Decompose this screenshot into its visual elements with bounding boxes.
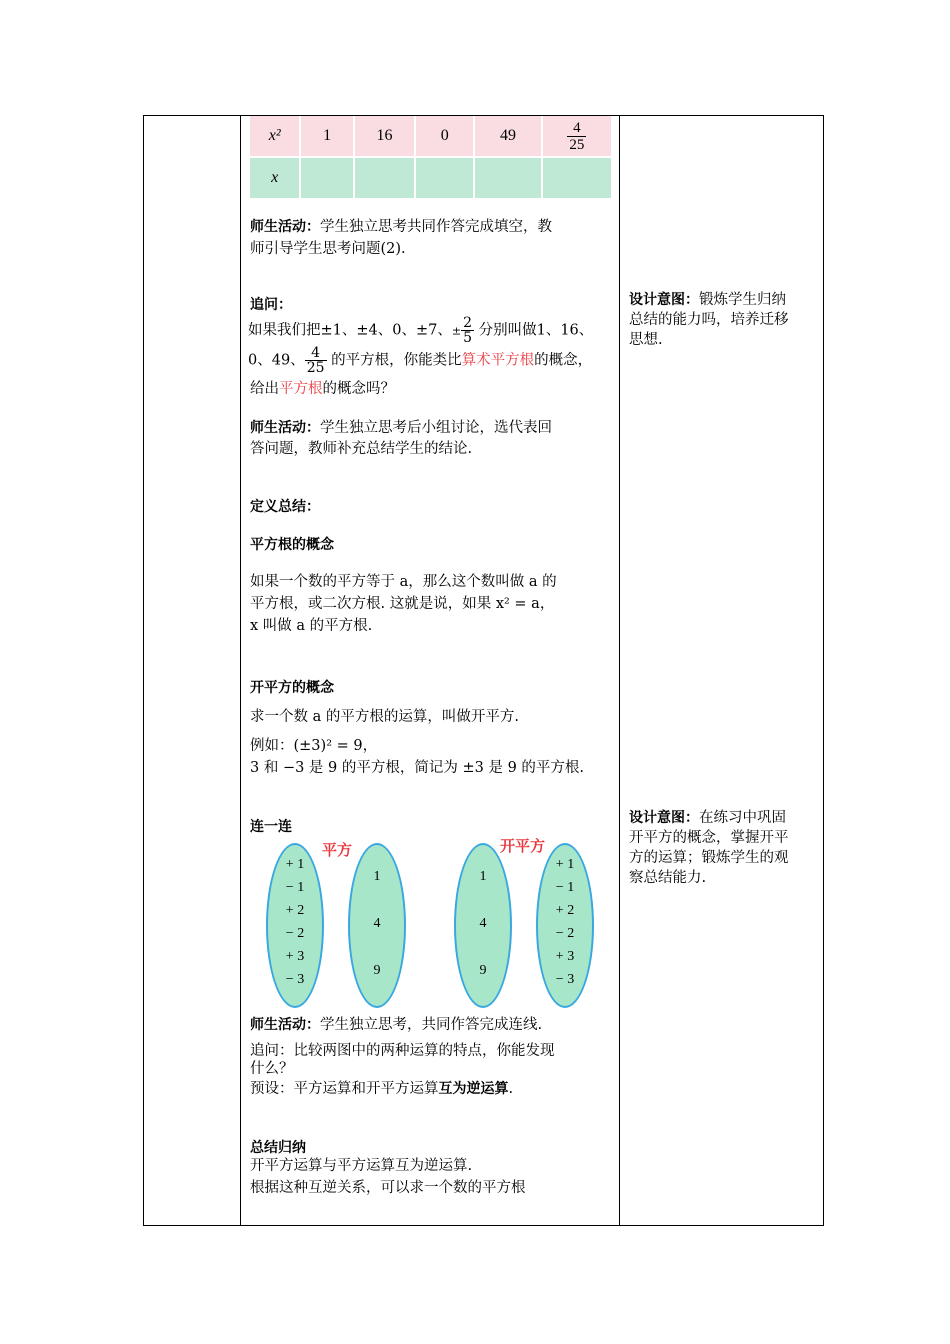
- emphasis-term: 互为逆运算: [438, 1081, 509, 1097]
- table-cell: 1: [300, 116, 353, 157]
- design-intent-note: [629, 808, 819, 888]
- squares-ellipse: [454, 843, 512, 1008]
- text-line: 例如：(±3)² = 9，: [250, 738, 378, 754]
- table-cell: [354, 157, 415, 198]
- highlight-term: 算术平方根: [461, 352, 535, 369]
- ellipse-value: + 3: [285, 949, 305, 964]
- fraction-numerator: 4: [305, 346, 327, 361]
- square-value-table: [250, 116, 611, 198]
- text-fragment: 分别叫做1、16、: [478, 322, 594, 339]
- ellipse-value: − 3: [285, 972, 305, 987]
- text-fragment: 如果我们把±1、±4、0、±7、: [248, 322, 452, 339]
- column-divider: [240, 116, 241, 1225]
- ellipse-value: + 1: [555, 857, 575, 872]
- signed-numbers-ellipse: [266, 843, 324, 1008]
- ellipse-value: + 2: [555, 903, 575, 918]
- text-line: x 叫做 a 的平方根.: [250, 618, 373, 634]
- ellipse-value: 9: [479, 963, 487, 978]
- ellipse-value: 1: [479, 869, 487, 884]
- activity-paragraph: [250, 217, 552, 238]
- followup-line-1: [248, 316, 593, 344]
- ellipse-value: 4: [373, 916, 381, 931]
- text-fragment: 预设：平方运算和开平方运算: [250, 1081, 439, 1097]
- text-fragment: 的平方根，你能类比: [331, 352, 462, 369]
- activity-label: 师生活动：: [250, 219, 320, 235]
- activity-paragraph: [250, 418, 552, 439]
- ellipse-value: + 2: [285, 903, 305, 918]
- text-line: 求一个数 a 的平方根的运算，叫做开平方.: [250, 709, 519, 725]
- ellipse-value: 1: [373, 869, 381, 884]
- text-line: 总结的能力吗，培养迁移: [629, 312, 789, 328]
- text-line: [250, 1079, 513, 1100]
- note-label: 设计意图：: [629, 810, 699, 826]
- ellipse-value: + 1: [285, 857, 305, 872]
- fraction-numerator: 4: [567, 120, 586, 137]
- table-header-cell: x: [250, 157, 300, 198]
- ellipse-value: 4: [479, 916, 487, 931]
- table-cell: [542, 116, 611, 157]
- table-cell: 16: [354, 116, 415, 157]
- text-line: 察总结能力.: [629, 870, 707, 886]
- text-line: 答问题，教师补充总结学生的结论.: [250, 441, 473, 457]
- ellipse-value: − 2: [555, 926, 575, 941]
- subheading: 平方根的概念: [250, 537, 334, 553]
- subheading: 开平方的概念: [250, 680, 334, 696]
- followup-line-3: [250, 379, 395, 400]
- square-label: 平方: [322, 841, 353, 859]
- design-intent-note: [629, 290, 819, 350]
- sqrt-label: 开平方: [500, 837, 546, 855]
- text-line: 什么？: [250, 1061, 294, 1077]
- text-line: 学生独立思考后小组讨论，选代表回: [320, 420, 552, 436]
- text-line: 思想.: [629, 332, 663, 348]
- squares-ellipse: [348, 843, 406, 1008]
- text-line: 在练习中巩固: [699, 810, 786, 826]
- ellipse-value: 9: [373, 963, 381, 978]
- signed-numbers-ellipse: [536, 843, 594, 1008]
- text-line: 如果一个数的平方等于 a，那么这个数叫做 a 的: [250, 574, 557, 590]
- ellipse-value: − 1: [285, 880, 305, 895]
- followup-label: 追问：: [250, 297, 292, 313]
- text-line: 方的运算；锻炼学生的观: [629, 850, 789, 866]
- text-line: 开平方运算与平方运算互为逆运算.: [250, 1158, 473, 1174]
- text-line: 追问：比较两图中的两种运算的特点，你能发现: [250, 1043, 555, 1059]
- highlight-term: 平方根: [279, 381, 323, 397]
- text-line: 3 和 −3 是 9 的平方根，简记为 ±3 是 9 的平方根.: [250, 760, 585, 776]
- activity-paragraph: [250, 1015, 542, 1036]
- text-line: 平方根，或二次方根. 这就是说，如果 x² = a，: [250, 596, 555, 612]
- text-fragment: 的概念，: [534, 352, 593, 369]
- column-divider: [619, 116, 620, 1225]
- text-fragment: 的概念吗？: [322, 381, 395, 397]
- table-row: [250, 116, 611, 157]
- followup-line-2: [248, 346, 592, 374]
- text-fragment: .: [508, 1081, 514, 1097]
- fraction-numerator: 2: [463, 315, 472, 331]
- definition-title: 定义总结：: [250, 499, 320, 515]
- table-cell: [415, 157, 474, 198]
- text-line: 师引导学生思考问题(2).: [250, 241, 406, 257]
- matching-title: 连一连: [250, 819, 292, 835]
- text-fragment: 0、49、: [248, 352, 305, 369]
- note-label: 设计意图：: [629, 292, 699, 308]
- text-line: 开平方的概念，掌握开平: [629, 830, 789, 846]
- table-cell: 49: [474, 116, 541, 157]
- lesson-table: [143, 115, 824, 1226]
- fraction-denominator: 5: [463, 330, 472, 346]
- ellipse-value: + 3: [555, 949, 575, 964]
- plus-minus-sign: ±: [451, 324, 462, 338]
- table-header-cell: x²: [250, 116, 300, 157]
- activity-label: 师生活动：: [250, 420, 320, 436]
- table-cell: [300, 157, 353, 198]
- table-row: [250, 157, 611, 198]
- text-fragment: 给出: [250, 381, 279, 397]
- text-line: 学生独立思考共同作答完成填空，教: [320, 219, 552, 235]
- table-cell: 0: [415, 116, 474, 157]
- text-line: 锻炼学生归纳: [699, 292, 786, 308]
- activity-label: 师生活动：: [250, 1017, 320, 1033]
- fraction-denominator: 25: [306, 360, 325, 376]
- fraction-denominator: 25: [569, 136, 585, 153]
- table-cell: [474, 157, 541, 198]
- ellipse-value: − 1: [555, 880, 575, 895]
- ellipse-value: − 3: [555, 972, 575, 987]
- text-line: 根据这种互逆关系，可以求一个数的平方根: [250, 1180, 526, 1196]
- text-line: 学生独立思考，共同作答完成连线.: [320, 1017, 543, 1033]
- summary-title: 总结归纳: [250, 1140, 306, 1156]
- ellipse-value: − 2: [285, 926, 305, 941]
- table-cell: [542, 157, 611, 198]
